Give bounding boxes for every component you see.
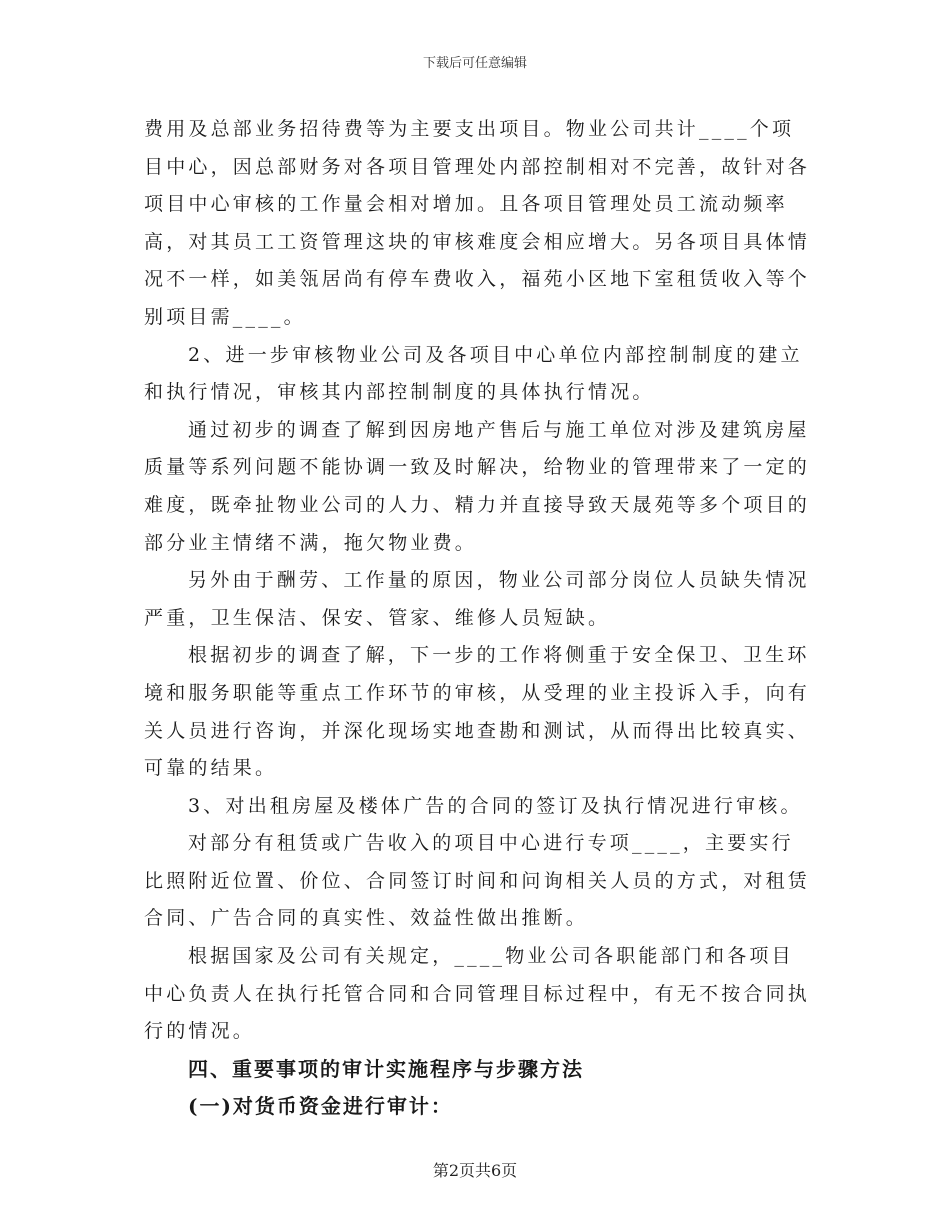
paragraph-regulations: 根据国家及公司有关规定，____物业公司各职能部门和各项目中心负责人在执行托管合同和合同管理目标过程中，有无不按合同执行的情况。 xyxy=(144,945,811,1043)
subsection-heading-1: (一)对货币资金进行审计： xyxy=(188,1094,453,1119)
page-header: 下载后可任意编辑 xyxy=(422,56,527,71)
paragraph-staffing: 另外由于酬劳、工作量的原因，物业公司部分岗位人员缺失情况严重，卫生保洁、保安、管家、维修人员短缺。 xyxy=(144,569,810,629)
section-heading-4: 四、重要事项的审计实施程序与步骤方法 xyxy=(188,1056,584,1081)
paragraph-survey: 通过初步的调查了解到因房地产售后与施工单位对涉及建筑房屋质量等系列问题不能协调一致及时解决，给物业的管理带来了一定的难度，既牵扯物业公司的人力、精力并直接导致天晟苑等多个项目的部分业主情绪不满，拖欠物业费。 xyxy=(144,418,811,554)
paragraph-continued: 费用及总部业务招待费等为主要支出项目。物业公司共计____个项目中心，因总部财务对各项目管理处内部控制相对不完善，故针对各项目中心审核的工作量会相对增加。且各项目管理处员工流动频率高，对其员工工资管理这块的审核难度会相应增大。另各项目具体情况不一样，如美瓴居尚有停车费收入，福苑小区地下室租赁收入等个别项目需____。 xyxy=(144,118,811,328)
paragraph-rental: 对部分有租赁或广告收入的项目中心进行专项____，主要实行比照附近位置、价位、合同签订时间和问询相关人员的方式，对租赁合同、广告合同的真实性、效益性做出推断。 xyxy=(144,832,811,930)
document-body xyxy=(144,111,814,1126)
paragraph-item-3: 3、对出租房屋及楼体广告的合同的签订及执行情况进行审核。 xyxy=(188,794,803,817)
page-footer: 第2页共6页 xyxy=(432,1161,518,1180)
paragraph-item-2: 2、进一步审核物业公司及各项目中心单位内部控制制度的建立和执行情况，审核其内部控制制度的具体执行情况。 xyxy=(144,343,803,404)
paragraph-next-steps: 根据初步的调查了解，下一步的工作将侧重于安全保卫、卫生环境和服务职能等重点工作环节的审核，从受理的业主投诉入手，向有关人员进行咨询，并深化现场实地查勘和测试，从而得出比较真实、可靠的结果。 xyxy=(144,644,811,780)
